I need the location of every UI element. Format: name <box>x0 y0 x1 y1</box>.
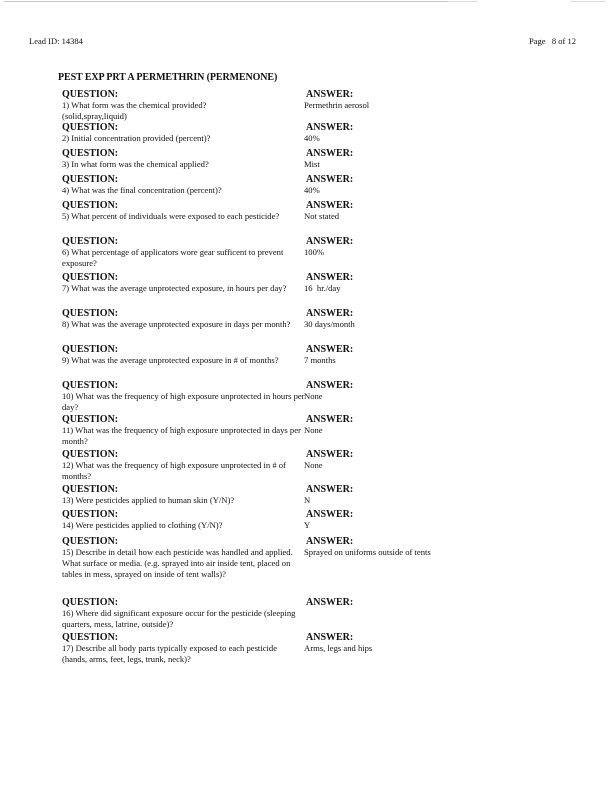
question-label: QUESTION: <box>62 174 119 185</box>
answer-text: 30 days/month <box>304 319 355 329</box>
answer-label: ANSWER: <box>306 414 354 425</box>
question-label: QUESTION: <box>62 536 119 547</box>
answer-label: ANSWER: <box>306 308 354 319</box>
answer-label: ANSWER: <box>306 174 354 185</box>
answer-label: ANSWER: <box>306 380 354 391</box>
answer-text: Arms, legs and hips <box>304 643 373 653</box>
answer-text: 7 months <box>304 355 336 365</box>
answer-text: Y <box>304 520 311 530</box>
question-text: 17) Describe all body parts typically exposed to each pesticide (hands, arms, feet, legs, trunk, neck)? <box>62 643 278 664</box>
answer-label: ANSWER: <box>306 509 354 520</box>
section-title: PEST EXP PRT A PERMETHRIN (PERMENONE) <box>58 72 278 83</box>
answer-label: ANSWER: <box>306 536 354 547</box>
answer-text: 40% <box>304 185 320 195</box>
question-text: 14) Were pesticides applied to clothing (Y/N)? <box>62 520 223 530</box>
question-text: 8) What was the average unprotected exposure in days per month? <box>62 319 291 329</box>
answer-label: ANSWER: <box>306 344 354 355</box>
question-label: QUESTION: <box>62 344 119 355</box>
answer-text: None <box>304 425 323 435</box>
question-label: QUESTION: <box>62 449 119 460</box>
question-label: QUESTION: <box>62 236 119 247</box>
answer-label: ANSWER: <box>306 200 354 211</box>
question-text: 11) What was the frequency of high exposure unprotected in days per month? <box>62 425 301 446</box>
answer-text: 100% <box>304 247 325 257</box>
question-text: 12) What was the frequency of high exposure unprotected in # of months? <box>62 460 286 481</box>
answer-label: ANSWER: <box>306 89 354 100</box>
answer-text: None <box>304 391 323 401</box>
question-label: QUESTION: <box>62 597 119 608</box>
question-label: QUESTION: <box>62 89 119 100</box>
question-label: QUESTION: <box>62 122 119 133</box>
question-text: 9) What was the average unprotected exposure in # of months? <box>62 355 279 365</box>
question-text: 10) What was the frequency of high exposure unprotected in hours per day? <box>62 391 305 412</box>
question-label: QUESTION: <box>62 380 119 391</box>
answer-label: ANSWER: <box>306 597 354 608</box>
answer-text: Mist <box>304 159 320 169</box>
answer-text: 16 hr./day <box>304 283 341 293</box>
answer-text: None <box>304 460 323 470</box>
answer-text: N <box>304 495 311 505</box>
answer-label: ANSWER: <box>306 484 354 495</box>
question-label: QUESTION: <box>62 308 119 319</box>
question-text: 6) What percentage of applicators wore gear sufficent to prevent exposure? <box>62 247 284 268</box>
answer-label: ANSWER: <box>306 122 354 133</box>
answer-text: 40% <box>304 133 320 143</box>
question-label: QUESTION: <box>62 509 119 520</box>
question-text: 5) What percent of individuals were exposed to each pesticide? <box>62 211 280 221</box>
question-label: QUESTION: <box>62 148 119 159</box>
answer-text: Not stated <box>304 211 340 221</box>
question-text: 15) Describe in detail how each pesticide was handled and applied. What surface or media. (e.g. sprayed into air inside tent, placed on tables in mess, sprayed on inside of tent walls)? <box>62 547 293 579</box>
question-text: 7) What was the average unprotected exposure, in hours per day? <box>62 283 287 293</box>
question-text: 16) Where did significant exposure occur for the pesticide (sleeping quarters, mess, latrine, outside)? <box>62 608 296 629</box>
scan-edge-line <box>448 1 478 2</box>
page-number: Page 8 of 12 <box>529 36 576 46</box>
scan-edge-line <box>4 1 449 2</box>
answer-text: Sprayed on uniforms outside of tents <box>304 547 431 557</box>
question-label: QUESTION: <box>62 484 119 495</box>
lead-id: Lead ID: 14384 <box>29 36 83 46</box>
question-label: QUESTION: <box>62 632 119 643</box>
question-text: 2) Initial concentration provided (percent)? <box>62 133 211 143</box>
question-text: 13) Were pesticides applied to human skin (Y/N)? <box>62 495 235 505</box>
question-text: 3) In what form was the chemical applied? <box>62 159 209 169</box>
scan-edge-line <box>570 1 606 2</box>
question-text: 4) What was the final concentration (percent)? <box>62 185 222 195</box>
answer-label: ANSWER: <box>306 236 354 247</box>
answer-label: ANSWER: <box>306 449 354 460</box>
question-text: 1) What form was the chemical provided?(solid,spray,liquid) <box>62 100 207 121</box>
answer-label: ANSWER: <box>306 632 354 643</box>
answer-label: ANSWER: <box>306 148 354 159</box>
question-label: QUESTION: <box>62 272 119 283</box>
question-label: QUESTION: <box>62 200 119 211</box>
question-label: QUESTION: <box>62 414 119 425</box>
answer-text: Permethrin aerosol <box>304 100 370 110</box>
answer-label: ANSWER: <box>306 272 354 283</box>
